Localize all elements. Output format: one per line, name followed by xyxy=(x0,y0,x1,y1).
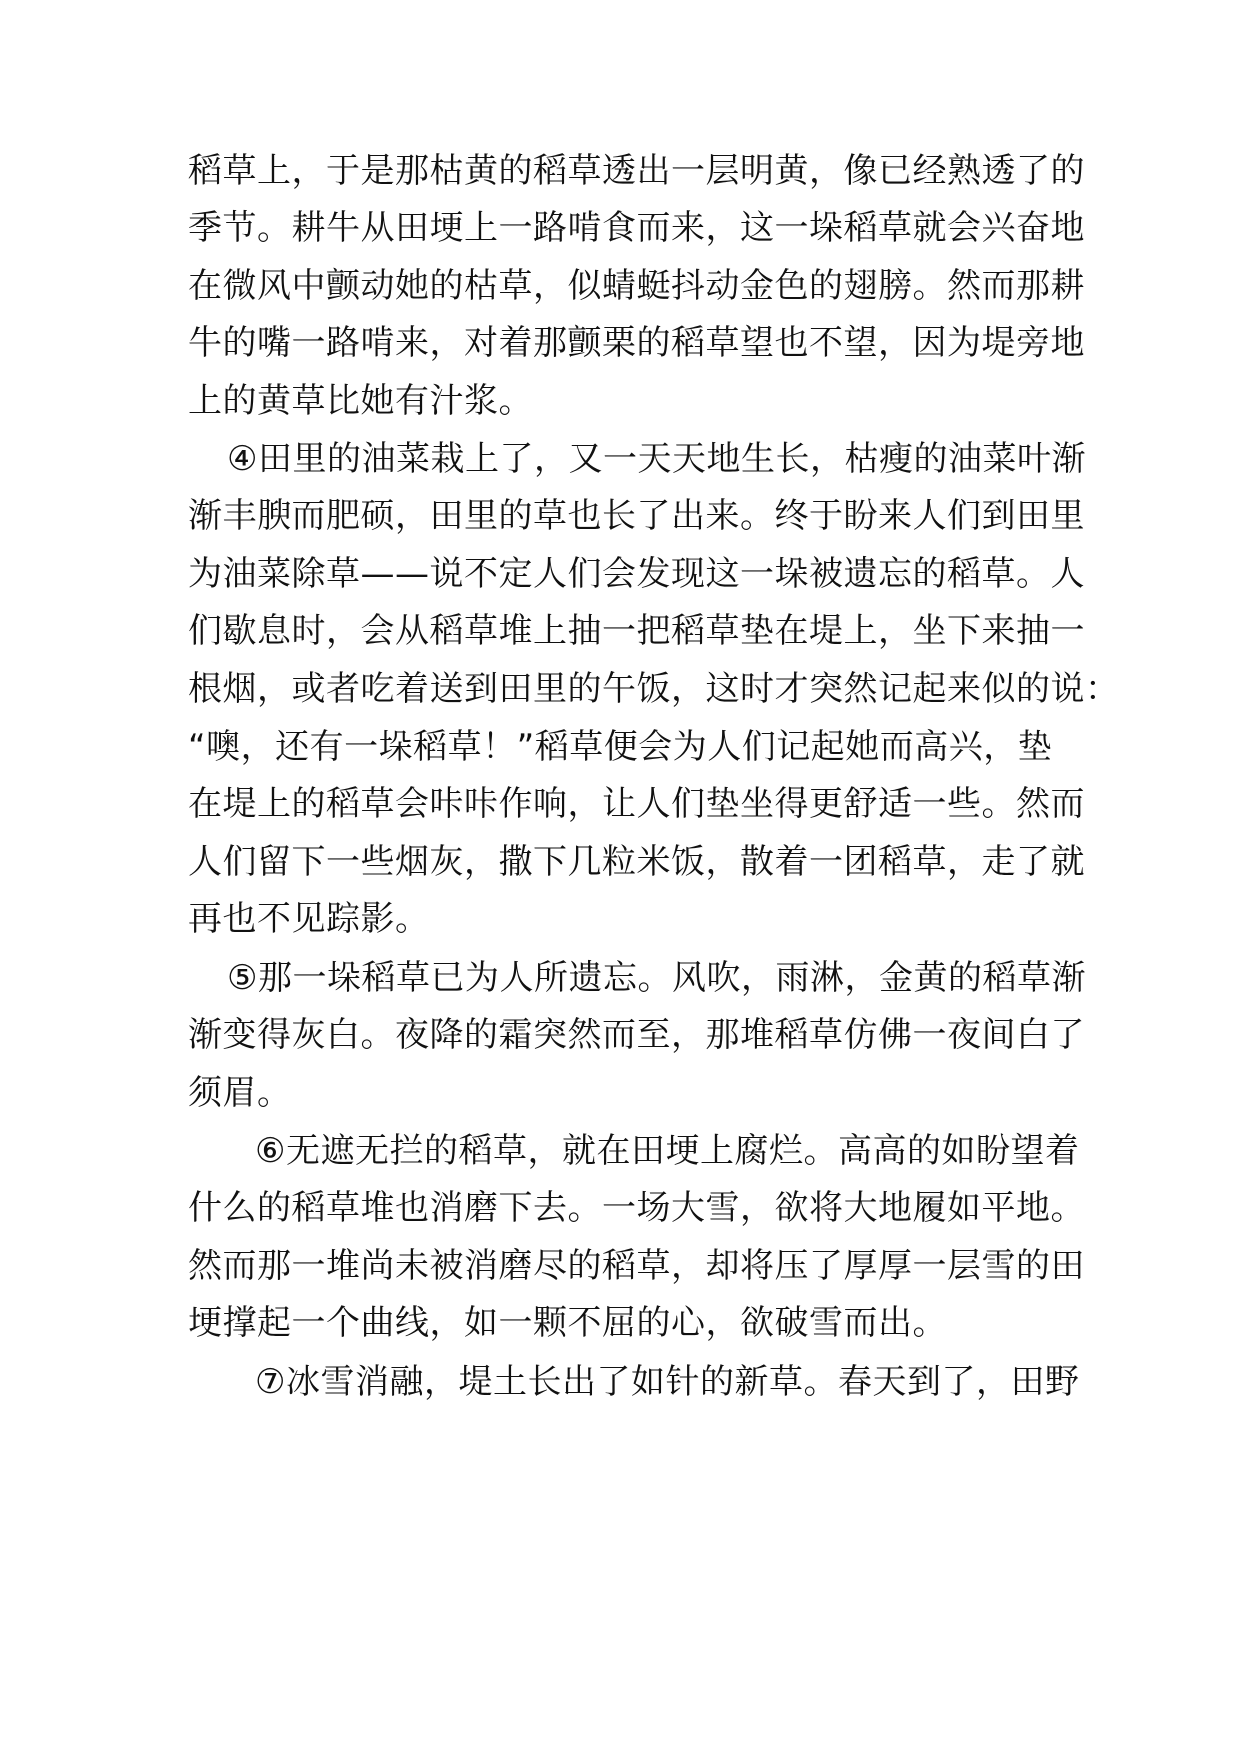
text-line-9: 们歇息时，会从稻草堆上抽一把稻草垫在堤上，坐下来抽一 xyxy=(188,611,1085,651)
text-line-8: 为油菜除草——说不定人们会发现这一垛被遗忘的稻草。人 xyxy=(188,554,1085,594)
text-line-12: 在堤上的稻草会咔咔作响，让人们垫坐得更舒适一些。然而 xyxy=(188,784,1085,824)
text-line-11: “噢，还有一垛稻草！”稻草便会为人们记起她而高兴，垫 xyxy=(188,727,1053,767)
paragraph-6-start: ⑥无遮无拦的稻草，就在田埂上腐烂。高高的如盼望着 xyxy=(255,1131,1080,1171)
text-line-21: 埂撑起一个曲线，如一颗不屈的心，欲破雪而出。 xyxy=(188,1303,947,1343)
text-line-7: 渐丰腴而肥硕，田里的草也长了出来。终于盼来人们到田里 xyxy=(188,496,1085,536)
paragraph-5-start: ⑤那一垛稻草已为人所遗忘。风吹，雨淋，金黄的稻草渐 xyxy=(227,958,1086,998)
text-line-10: 根烟，或者吃着送到田里的午饭，这时才突然记起来似的说： xyxy=(188,669,1120,709)
text-line-19: 什么的稻草堆也消磨下去。一场大雪，欲将大地履如平地。 xyxy=(188,1188,1085,1228)
text-line-2: 季节。耕牛从田埂上一路啃食而来，这一垛稻草就会兴奋地 xyxy=(188,208,1085,248)
paragraph-4-start: ④田里的油菜栽上了，又一天天地生长，枯瘦的油菜叶渐 xyxy=(227,439,1086,479)
text-line-13: 人们留下一些烟灰，撒下几粒米饭，散着一团稻草，走了就 xyxy=(188,842,1085,882)
text-line-3: 在微风中颤动她的枯草，似蜻蜓抖动金色的翅膀。然而那耕 xyxy=(188,266,1085,306)
text-line-16: 渐变得灰白。夜降的霜突然而至，那堆稻草仿佛一夜间白了 xyxy=(188,1015,1085,1055)
text-line-17: 须眉。 xyxy=(188,1073,292,1113)
text-line-5: 上的黄草比她有汁浆。 xyxy=(188,381,533,421)
paragraph-7-start: ⑦冰雪消融，堤土长出了如针的新草。春天到了，田野 xyxy=(255,1362,1080,1402)
text-line-1: 稻草上，于是那枯黄的稻草透出一层明黄，像已经熟透了的 xyxy=(188,151,1085,191)
text-line-4: 牛的嘴一路啃来，对着那颤栗的稻草望也不望，因为堤旁地 xyxy=(188,323,1085,363)
text-line-20: 然而那一堆尚未被消磨尽的稻草，却将压了厚厚一层雪的田 xyxy=(188,1246,1085,1286)
text-line-14: 再也不见踪影。 xyxy=(188,899,430,939)
